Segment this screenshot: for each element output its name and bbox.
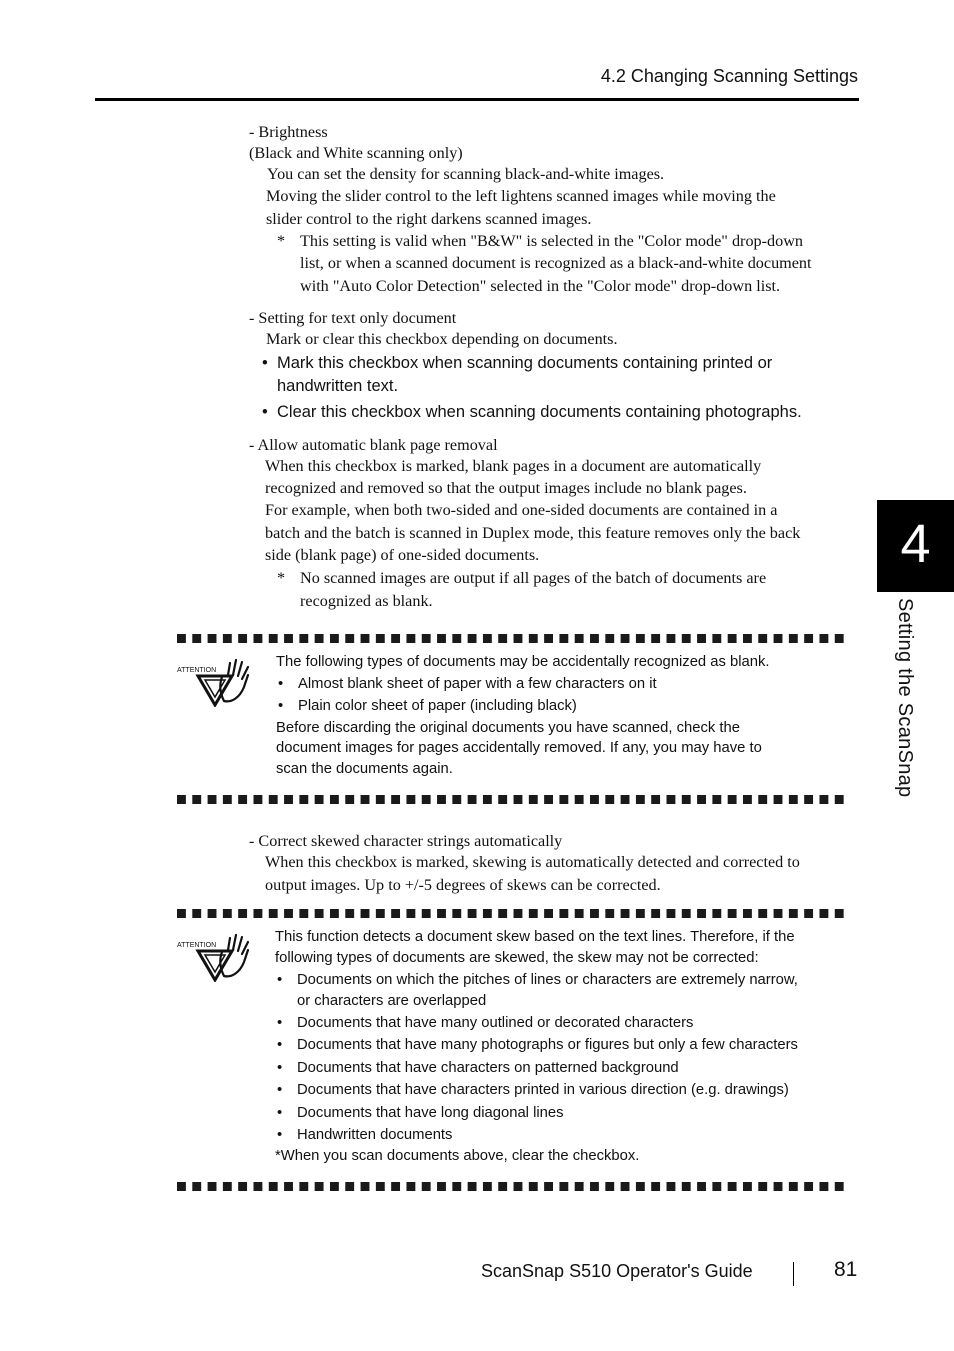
skew-line: When this checkbox is marked, skewing is automatically detected and corrected to	[265, 853, 800, 871]
attention-divider-bottom	[177, 1182, 849, 1191]
skew-heading: - Correct skewed character strings automatically	[249, 832, 563, 850]
blank-removal-line: side (blank page) of one-sided documents.	[265, 546, 540, 564]
brightness-subheading: (Black and White scanning only)	[249, 144, 463, 162]
list-item-text: Almost blank sheet of paper with a few characters on it	[298, 676, 657, 692]
list-item	[277, 1058, 679, 1080]
list-item	[277, 1080, 789, 1102]
list-item	[278, 674, 657, 696]
blank-removal-line: recognized and removed so that the output images include no blank pages.	[265, 479, 747, 497]
list-item-text: Clear this checkbox when scanning documents containing photographs.	[277, 403, 802, 421]
attention-icon-label: ATTENTION	[177, 942, 217, 949]
attention-icon	[176, 932, 258, 982]
bullet-icon: •	[278, 676, 284, 692]
list-item	[277, 1103, 564, 1125]
bullet-icon: •	[277, 1060, 283, 1076]
blank-removal-note-mark: *	[277, 569, 286, 587]
attention1-outro: scan the documents again.	[276, 761, 453, 777]
bullet-icon: •	[277, 972, 283, 988]
list-item-continuation: handwritten text.	[277, 377, 399, 395]
header-rule	[95, 98, 859, 101]
footer-separator	[793, 1262, 794, 1286]
blank-removal-line: For example, when both two-sided and one-sided documents are contained in a	[265, 501, 778, 519]
list-item-text: Documents that have many photographs or figures but only a few characters	[297, 1037, 798, 1053]
footer-guide-title: ScanSnap S510 Operator's Guide	[481, 1261, 753, 1281]
bullet-icon: •	[278, 698, 284, 714]
blank-removal-line: When this checkbox is marked, blank pages in a document are automatically	[265, 457, 762, 475]
attention2-outro: *When you scan documents above, clear the checkbox.	[275, 1148, 640, 1164]
bullet-icon: •	[277, 1082, 283, 1098]
bullet-icon: •	[262, 403, 268, 421]
list-item-text: Documents that have characters on patterned background	[297, 1060, 679, 1076]
bullet-icon: •	[277, 1127, 283, 1143]
chapter-number: 4	[900, 514, 931, 574]
attention2-intro: following types of documents are skewed, the skew may not be corrected:	[275, 950, 759, 966]
attention-icon-label: ATTENTION	[177, 667, 217, 674]
list-item-text: Handwritten documents	[297, 1127, 453, 1143]
list-item-text: Mark this checkbox when scanning documents containing printed or	[277, 354, 773, 372]
list-item-continuation: or characters are overlapped	[297, 993, 487, 1009]
text-only-heading: - Setting for text only document	[249, 309, 457, 327]
bullet-icon: •	[277, 1037, 283, 1053]
list-item-text: Plain color sheet of paper (including black)	[298, 698, 577, 714]
list-item	[277, 1013, 694, 1035]
attention2-intro: This function detects a document skew based on the text lines. Therefore, if the	[275, 929, 795, 945]
brightness-note-mark: *	[277, 232, 286, 250]
list-item	[277, 1035, 798, 1057]
list-item	[262, 401, 802, 424]
page-number: 81	[834, 1258, 858, 1281]
attention-divider-top	[177, 909, 849, 918]
attention1-intro: The following types of documents may be accidentally recognized as blank.	[276, 654, 770, 670]
list-item-text: Documents on which the pitches of lines or characters are extremely narrow,	[297, 972, 798, 988]
list-item-text: Documents that have long diagonal lines	[297, 1105, 564, 1121]
blank-removal-line: batch and the batch is scanned in Duplex mode, this feature removes only the back	[265, 524, 801, 542]
list-item	[277, 970, 798, 992]
attention-icon	[176, 657, 258, 707]
brightness-note-line: with "Auto Color Detection" selected in the "Color mode" drop-down list.	[300, 277, 781, 295]
blank-removal-note-line: No scanned images are output if all pages of the batch of documents are	[300, 569, 767, 587]
attention1-outro: Before discarding the original documents you have scanned, check the	[276, 720, 740, 736]
bullet-icon: •	[277, 1105, 283, 1121]
list-item-text: Documents that have many outlined or decorated characters	[297, 1015, 694, 1031]
list-item-text: Documents that have characters printed in various direction (e.g. drawings)	[297, 1082, 789, 1098]
chapter-title: Setting the ScanSnap	[894, 598, 916, 798]
attention-divider-top	[177, 634, 849, 643]
brightness-line: slider control to the right darkens scanned images.	[266, 210, 592, 228]
list-item	[262, 352, 773, 375]
text-only-line: Mark or clear this checkbox depending on documents.	[266, 330, 618, 348]
brightness-line: Moving the slider control to the left lightens scanned images while moving the	[266, 187, 776, 205]
brightness-heading: - Brightness	[249, 123, 328, 141]
chapter-tab	[877, 500, 954, 592]
attention1-outro: document images for pages accidentally removed. If any, you may have to	[276, 740, 762, 756]
bullet-icon: •	[262, 354, 268, 372]
attention-divider-bottom	[177, 795, 849, 804]
bullet-icon: •	[277, 1015, 283, 1031]
brightness-note-line: This setting is valid when "B&W" is selected in the "Color mode" drop-down	[300, 232, 803, 250]
skew-line: output images. Up to +/-5 degrees of skews can be corrected.	[265, 876, 661, 894]
brightness-line: You can set the density for scanning black-and-white images.	[267, 165, 665, 183]
list-item	[277, 1125, 453, 1147]
brightness-note-line: list, or when a scanned document is recognized as a black-and-white document	[300, 254, 812, 272]
list-item	[278, 696, 577, 718]
running-header: 4.2 Changing Scanning Settings	[600, 66, 858, 86]
blank-removal-note-line: recognized as blank.	[300, 592, 433, 610]
blank-removal-heading: - Allow automatic blank page removal	[249, 436, 498, 454]
